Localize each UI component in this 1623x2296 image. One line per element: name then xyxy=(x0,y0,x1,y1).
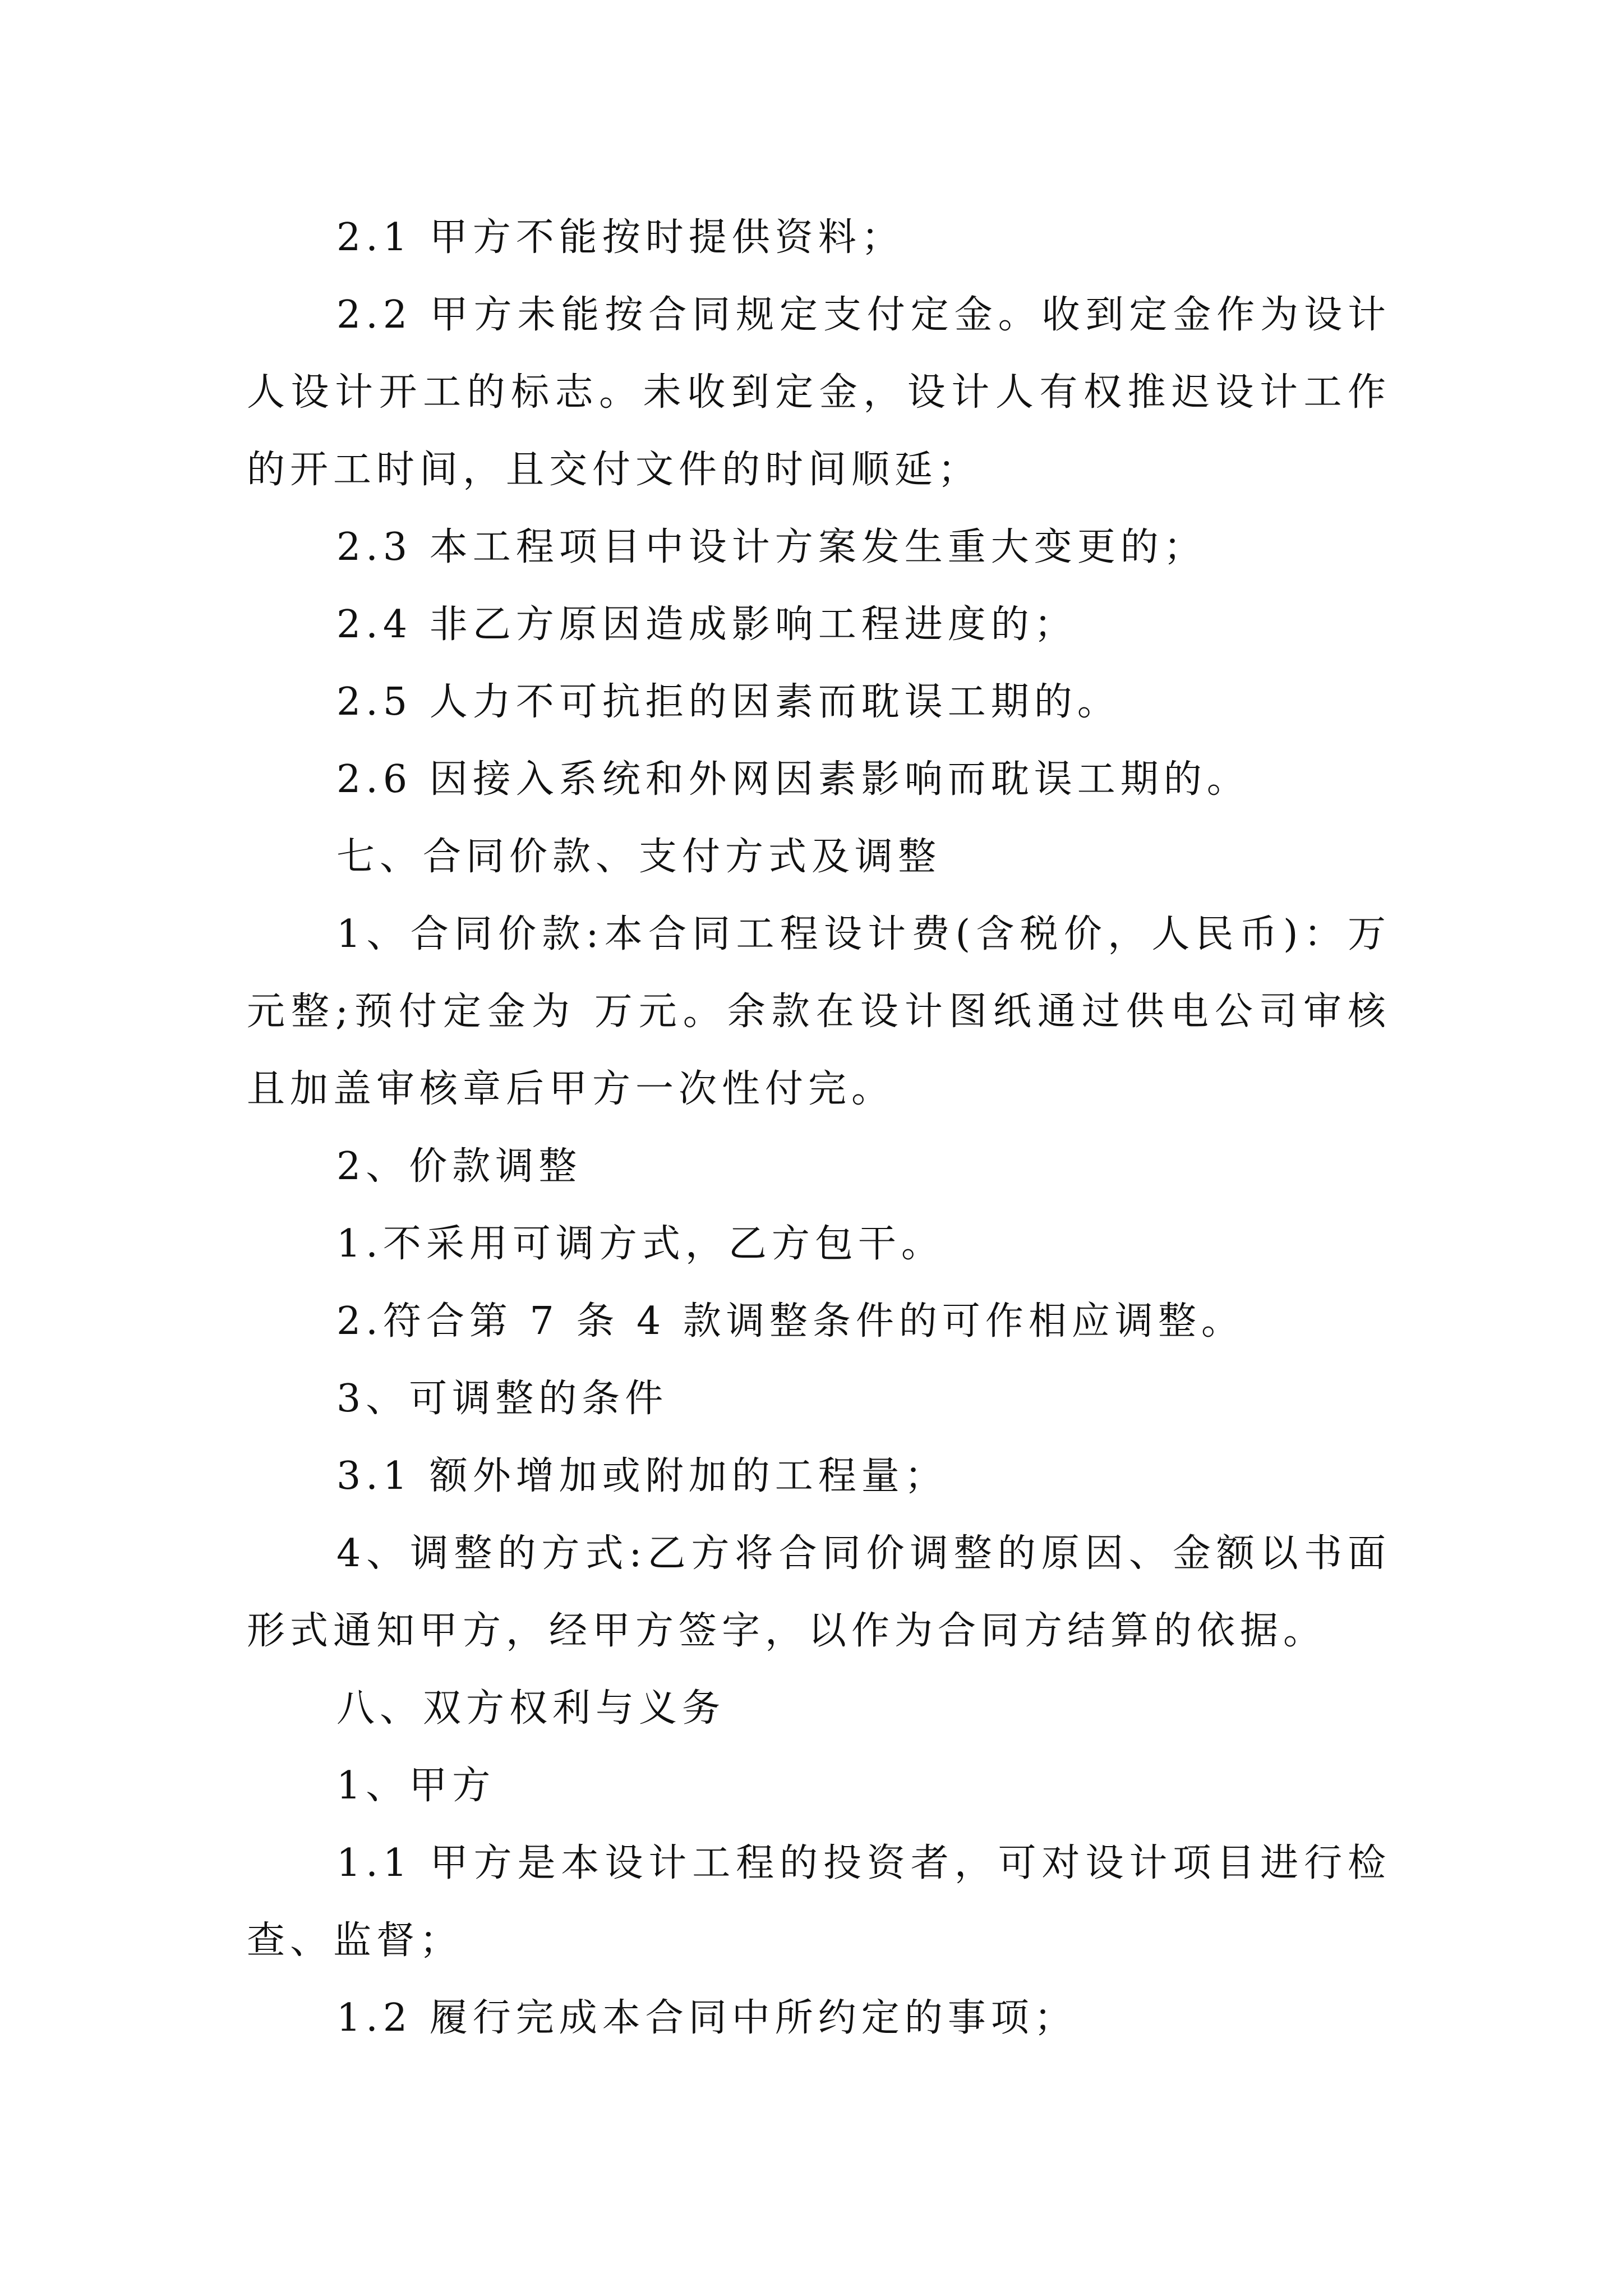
paragraph-1-2: 1.2 履行完成本合同中所约定的事项； xyxy=(336,1996,1077,2040)
section-heading-8: 八、双方权利与义务 xyxy=(336,1686,726,1731)
document-body xyxy=(247,199,1391,2057)
subheading-party-a: 1、甲方 xyxy=(336,1764,496,1808)
paragraph-2-4: 2.4 非乙方原因造成影响工程进度的； xyxy=(336,602,1077,647)
paragraph-adjust-2: 2.符合第 7 条 4 款调整条件的可作相应调整。 xyxy=(336,1299,1244,1343)
section-heading-7: 七、合同价款、支付方式及调整 xyxy=(336,835,942,879)
paragraph-1-1: 1.1 甲方是本设计工程的投资者，可对设计项目进行检查、监督； xyxy=(247,1841,1391,1963)
paragraph-2-6: 2.6 因接入系统和外网因素影响而耽误工期的。 xyxy=(336,757,1250,802)
paragraph-2-1: 2.1 甲方不能按时提供资料； xyxy=(336,215,905,260)
paragraph-2-2: 2.2 甲方未能按合同规定支付定金。收到定金作为设计人设计开工的标志。未收到定金，设计人有权推迟设计工作的开工时间，且交付文件的时间顺延； xyxy=(247,293,1391,492)
subheading-adjustable-conditions: 3、可调整的条件 xyxy=(336,1377,668,1421)
paragraph-3-1: 3.1 额外增加或附加的工程量； xyxy=(336,1454,948,1498)
paragraph-adjust-method: 4、调整的方式:乙方将合同价调整的原因、金额以书面形式通知甲方，经甲方签字，以作为合同方结算的依据。 xyxy=(247,1531,1391,1653)
paragraph-2-5: 2.5 人力不可抗拒的因素而耽误工期的。 xyxy=(336,680,1121,724)
paragraph-contract-price: 1、合同价款:本合同工程设计费(含税价，人民币)：万元整;预付定金为 万元。余款在设计图纸通过供电公司审核且加盖审核章后甲方一次性付完。 xyxy=(247,912,1391,1111)
subheading-price-adjustment: 2、价款调整 xyxy=(336,1144,582,1189)
paragraph-adjust-1: 1.不采用可调方式，乙方包干。 xyxy=(336,1222,944,1266)
paragraph-2-3: 2.3 本工程项目中设计方案发生重大变更的； xyxy=(336,525,1207,569)
